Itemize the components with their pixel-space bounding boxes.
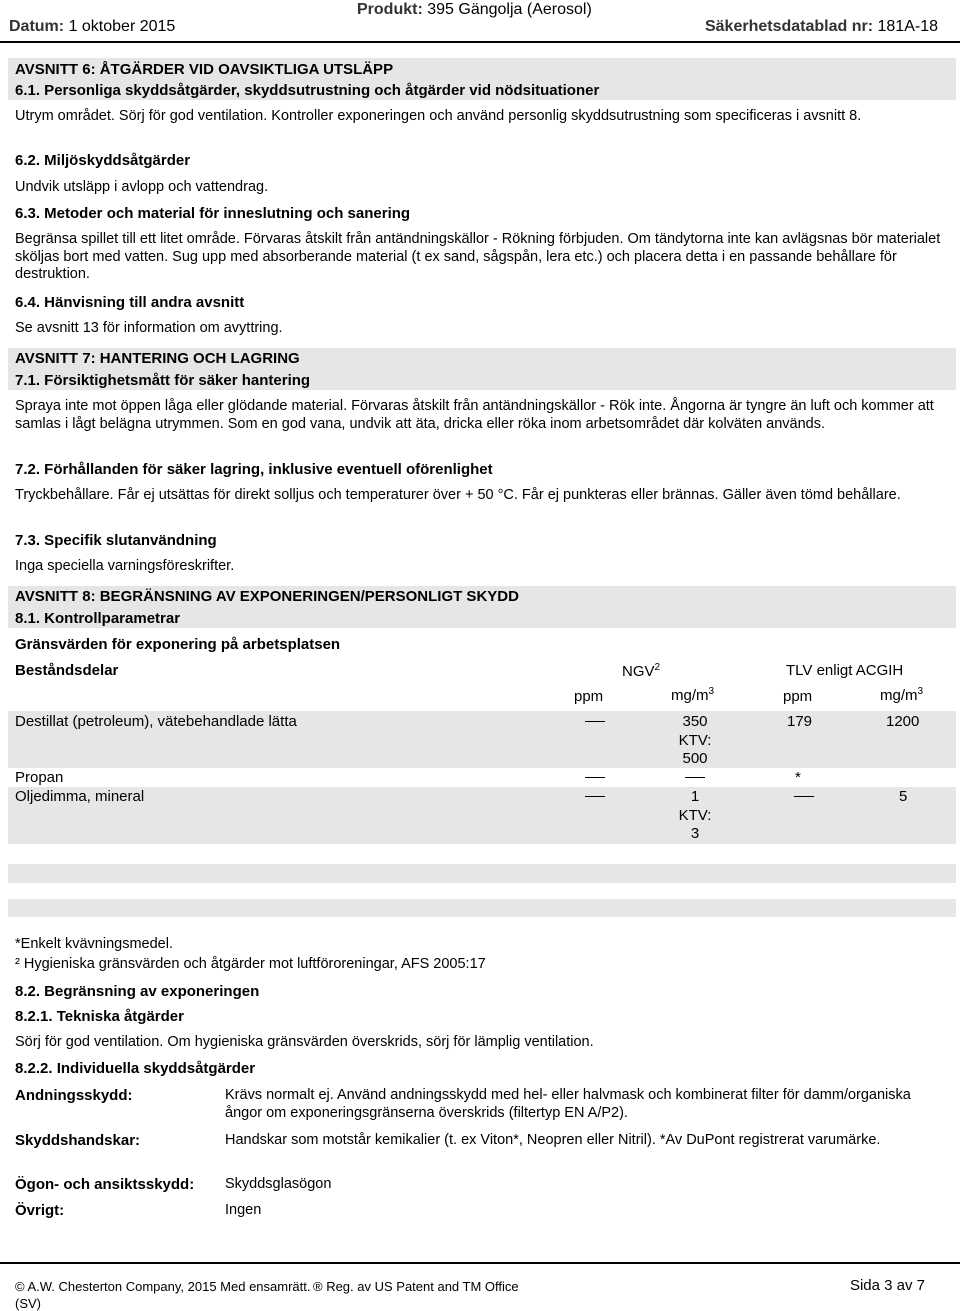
dash-mark bbox=[585, 721, 605, 722]
header-product: Produkt: 395 Gängolja (Aerosol) bbox=[357, 1, 592, 18]
ppe-text-respiratory: Krävs normalt ej. Använd andningsskydd med hel- eller halvmask och kombinerat filter för damm/organiska ångor om exponeringsgränserna överskrids (filtertyp EN A/P2). bbox=[225, 1087, 911, 1121]
sub-heading-8-1: Gränsvärden för exponering på arbetsplatsen bbox=[15, 636, 341, 653]
text-7-3: Inga speciella varningsföreskrifter. bbox=[15, 558, 235, 574]
footer-rule bbox=[0, 1262, 960, 1264]
unit-tlv-mgm3: $mg/m^3$ bbox=[880, 686, 924, 704]
footer-registered: ® Reg. av US Patent and TM Office bbox=[313, 1279, 519, 1294]
heading-6-1: 6.1. Personliga skyddsåtgärder, skyddsutrustning och åtgärder vid nödsituationer bbox=[15, 82, 600, 99]
section8-title: AVSNITT 8: BEGRÄNSNING AV EXPONERINGEN/PERSONLIGT SKYDD bbox=[15, 588, 519, 605]
row-tlv-ppm: * bbox=[795, 769, 801, 786]
section7-title: AVSNITT 7: HANTERING OCH LAGRING bbox=[15, 350, 300, 367]
unit-tlv-ppm: ppm bbox=[783, 688, 813, 705]
heading-8-2-2: 8.2.2. Individuella skyddsåtgärder bbox=[15, 1060, 256, 1077]
footer-copyright: © A.W. Chesterton Company, 2015 Med ensamrätt. bbox=[15, 1279, 311, 1294]
heading-7-3: 7.3. Specifik slutanvändning bbox=[15, 532, 217, 549]
footnote-afs: ² Hygieniska gränsvärden och åtgärder mot luftföroreningar, AFS 2005:17 bbox=[15, 956, 486, 972]
ppe-label-other: Övrigt: bbox=[15, 1202, 65, 1219]
ppe-label-gloves: Skyddshandskar: bbox=[15, 1132, 141, 1149]
footnote-asphyxiant: *Enkelt kvävningsmedel. bbox=[15, 936, 173, 952]
dash-mark bbox=[685, 777, 705, 778]
heading-7-1: 7.1. Försiktighetsmått för säker hantering bbox=[15, 372, 311, 389]
dash-mark bbox=[585, 796, 605, 797]
footer-language: (SV) bbox=[15, 1296, 41, 1311]
section6-title: AVSNITT 6: ÅTGÄRDER VID OAVSIKTLIGA UTSLÄPP bbox=[15, 61, 394, 78]
ppe-label-eye-face: Ögon- och ansiktsskydd: bbox=[15, 1176, 195, 1193]
ppe-text-eye-face: Skyddsglasögon bbox=[225, 1176, 332, 1192]
text-8-2-1: Sörj för god ventilation. Om hygieniska gränsvärden överskrids, sörj för lämplig ventilation. bbox=[15, 1034, 594, 1050]
dash-mark bbox=[585, 777, 605, 778]
row-tlv-ppm: 179 bbox=[787, 713, 813, 730]
heading-8-2-1: 8.2.1. Tekniska åtgärder bbox=[15, 1008, 184, 1025]
text-7-2: Tryckbehållare. Får ej utsättas för direkt solljus och temperaturer över + 50 °C. Får ej punkteras eller brännas. Gäller även tömd behållare. bbox=[15, 487, 901, 503]
unit-ngv-ppm: ppm bbox=[574, 688, 604, 705]
heading-8-2: 8.2. Begränsning av exponeringen bbox=[15, 983, 260, 1000]
text-7-1: Spraya inte mot öppen låga eller glödande material. Förvaras åtskilt från antändningskällor - Rök inte. Ångorna är tyngre än luft och kommer att samlas i lågt belägna utrymmen. Som en god vana, undvik att äta, dricka eller röka inom arbetsområdet där kolväten används. bbox=[15, 398, 934, 432]
header-date: Datum: 1 oktober 2015 bbox=[9, 18, 176, 35]
col-ngv: NGV$^2$ bbox=[622, 662, 661, 680]
row-ngv-mg: 350 KTV: 500 bbox=[678, 713, 712, 767]
table-row-band bbox=[8, 899, 956, 917]
col-tlv: TLV enligt ACGIH bbox=[786, 662, 904, 679]
row-name: Destillat (petroleum), vätebehandlade lätta bbox=[15, 713, 297, 730]
ppe-text-gloves: Handskar som motstår kemikalier (t. ex Viton*, Neopren eller Nitril). *Av DuPont registrerat varumärke. bbox=[225, 1132, 881, 1148]
row-name: Propan bbox=[15, 769, 64, 786]
heading-6-2: 6.2. Miljöskyddsåtgärder bbox=[15, 152, 191, 169]
text-6-3: Begränsa spillet till ett litet område. Förvaras åtskilt från antändningskällor - Rökning förbjuden. Om tändytorna inte kan avlägsnas bör materialet sköljas bort med vatten. Sug upp med absorberande material (t ex sand, sågspån, lera etc.) och placera detta i en passande behållare för destruktion. bbox=[15, 231, 941, 282]
heading-7-2: 7.2. Förhållanden för säker lagring, inklusive eventuell oförenlighet bbox=[15, 461, 493, 478]
text-6-4: Se avsnitt 13 för information om avyttring. bbox=[15, 320, 283, 336]
header-rule bbox=[0, 41, 960, 43]
ppe-text-other: Ingen bbox=[225, 1202, 262, 1218]
heading-6-3: 6.3. Metoder och material för inneslutning och sanering bbox=[15, 205, 411, 222]
header-sds-number: Säkerhetsdatablad nr: 181A-18 bbox=[704, 18, 938, 35]
text-6-1: Utrym området. Sörj för god ventilation. Kontroller exponeringen och använd personlig skyddsutrustning som specificeras i avsnitt 8. bbox=[15, 108, 862, 124]
row-ngv-mg: 1 KTV: 3 bbox=[678, 788, 712, 842]
row-tlv-mg: 5 bbox=[899, 788, 908, 805]
row-name: Oljedimma, mineral bbox=[15, 788, 145, 805]
col-ingredients: Beståndsdelar bbox=[15, 662, 119, 679]
heading-6-4: 6.4. Hänvisning till andra avsnitt bbox=[15, 294, 245, 311]
text-6-2: Undvik utsläpp i avlopp och vattendrag. bbox=[15, 179, 269, 195]
footer-page-number: Sida 3 av 7 bbox=[849, 1277, 925, 1294]
dash-mark bbox=[794, 796, 814, 797]
unit-ngv-mgm3: $mg/m^3$ bbox=[671, 686, 715, 704]
row-tlv-mg: 1200 bbox=[886, 713, 920, 730]
table-row-band bbox=[8, 864, 956, 883]
heading-8-1: 8.1. Kontrollparametrar bbox=[15, 610, 181, 627]
ppe-label-respiratory: Andningsskydd: bbox=[15, 1087, 133, 1104]
